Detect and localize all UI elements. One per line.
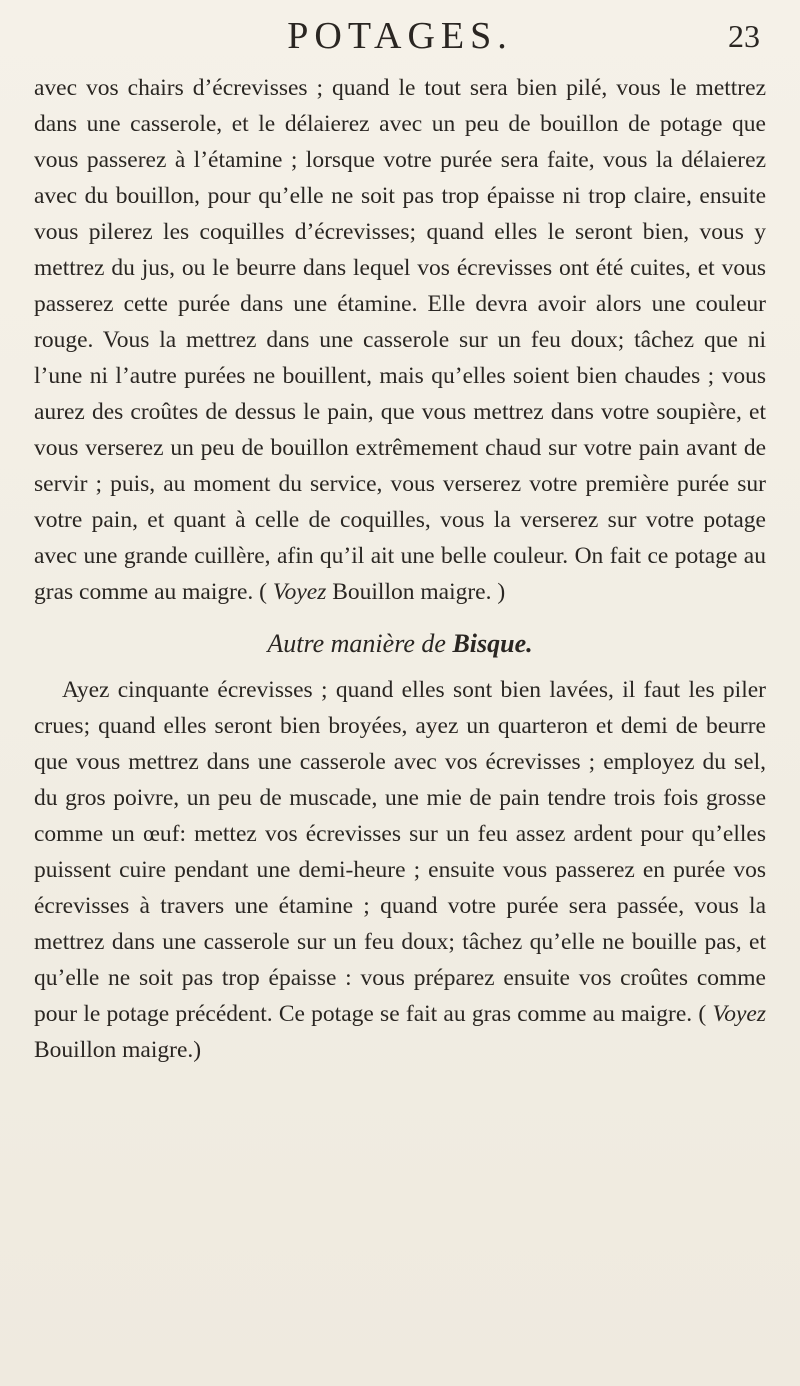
paragraph-text: avec vos chairs d’écrevisses ; quand le tout sera bien pilé, vous le mettrez dans une casserole, et le délaierez avec un peu de bouillon de potage que vous passerez à l’étamine ; lorsque votre purée sera faite, vous la délaierez avec du bouillon, pour qu’elle ne soit pas trop épaisse ni trop claire, ensuite vous pilerez les coquilles d’écrevisses; quand elles le seront bien, vous y mettrez du jus, ou le beurre dans lequel vos écrevisses ont été cuites, et vous passerez cette purée dans une étamine. Elle devra avoir alors une couleur rouge. Vous la mettrez dans une casserole sur un feu doux; tâchez que ni l’une ni l’autre purées ne bouillent, mais qu’elles soient bien chaudes ; vous aurez des croûtes de dessus le pain, que vous mettrez dans votre soupière, et vous verserez un peu de bouillon extrêmement chaud sur votre pain avant de servir ; puis, au moment du service, vous verserez votre première purée sur votre pain, et quant à celle de coquilles, vous la verserez sur votre potage avec une grande cuillère, afin qu’il ait une belle couleur. On fait ce potage au gras comme au maigre. ( [34, 75, 766, 605]
page-header [0, 14, 800, 64]
cross-reference-italic: Voyez [272, 579, 327, 605]
cross-reference-italic: Voyez [712, 1001, 766, 1027]
paragraph-continued [34, 70, 766, 610]
section-heading [34, 626, 766, 662]
page-number: 23 [728, 18, 760, 54]
cross-reference-text: Bouillon maigre.) [34, 1037, 202, 1063]
body-text [34, 70, 766, 1068]
section-heading-bold: Bisque. [452, 629, 533, 658]
paragraph-recipe [34, 672, 766, 1068]
paragraph-text: Ayez cinquante écrevisses ; quand elles sont bien lavées, il faut les piler crues; quand elles seront bien broyées, ayez un quarteron et demi de beurre que vous mettrez dans une casserole avec vos écrevisses ; employez du sel, du gros poivre, un peu de muscade, une mie de pain tendre trois fois grosse comme un œuf: mettez vos écrevisses sur un feu assez ardent pour qu’elles puissent cuire pendant une demi-heure ; ensuite vous passerez en purée vos écrevisses à travers une étamine ; quand votre purée sera passée, vous la mettrez dans une casserole sur un feu doux; tâchez qu’elle ne bouille pas, et qu’elle ne soit pas trop épaisse : vous préparez ensuite vos croûtes comme pour le potage précédent. Ce potage se fait au gras comme au maigre. ( [34, 677, 766, 1027]
section-heading-italic: Autre manière de [267, 629, 453, 658]
cross-reference-text: Bouillon maigre. ) [326, 579, 506, 605]
running-head: POTAGES. [287, 15, 513, 57]
